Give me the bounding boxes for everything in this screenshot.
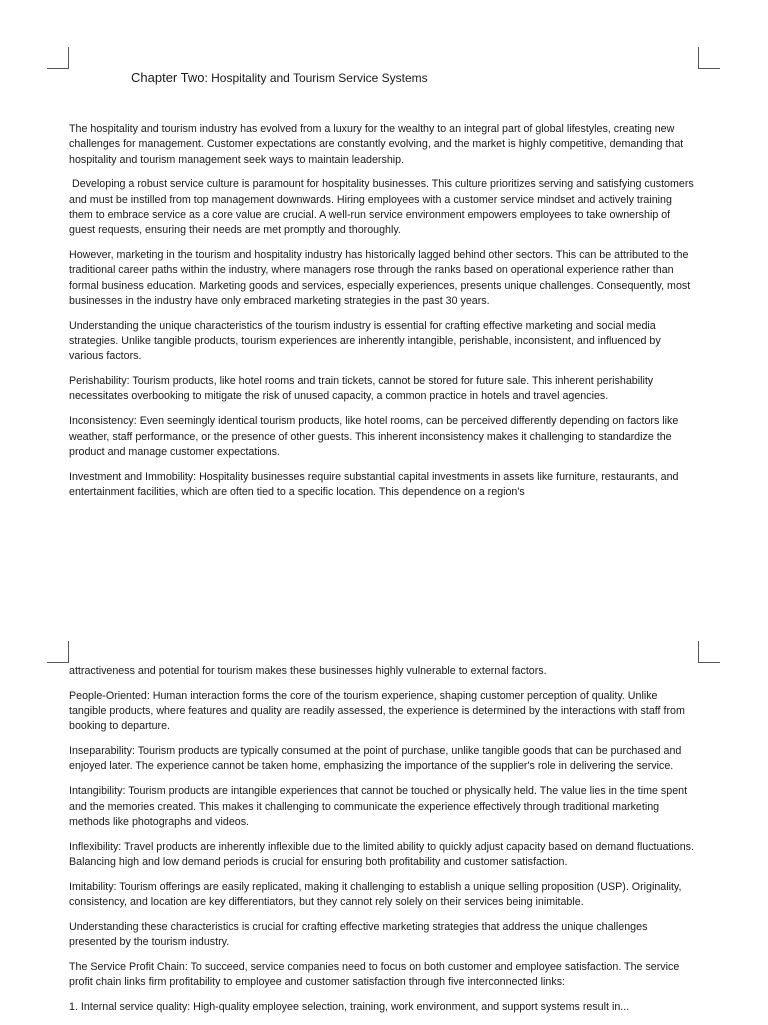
paragraph: Inflexibility: Travel products are inherently inflexible due to the limited ability to quickly adjust capacity based on demand fluctuations. Balancing high and low demand periods is crucial for ensuring both profitability and customer satisfaction. (69, 840, 694, 868)
document-page-2 (0, 662, 768, 1024)
paragraph: Inconsistency: Even seemingly identical tourism products, like hotel rooms, can be perceived differently depending on factors like weather, staff performance, or the presence of other guests. This inherent inconsistency makes it challenging to standardize the product and manage customer expectations. (69, 415, 679, 458)
crop-mark-top-left (47, 47, 69, 69)
paragraph: The Service Profit Chain: To succeed, service companies need to focus on both customer and employee satisfaction. The service profit chain links firm profitability to employee and customer satisfaction through five interconnected links: (69, 960, 680, 989)
chapter-heading (131, 70, 428, 85)
chapter-title: : Hospitality and Tourism Service Systems (204, 71, 428, 85)
paragraph: People-Oriented: Human interaction forms the core of the tourism experience, shaping customer perception of quality. Unlike tangible products, where features and quality are readily assessed, the experience is determined by the interactions with staff from booking to departure. (69, 689, 685, 733)
paragraph: Understanding these characteristics is crucial for crafting effective marketing strategies that address the unique challenges presented by the tourism industry. (69, 920, 648, 949)
crop-mark-top-right (698, 47, 720, 69)
paragraph: Perishability: Tourism products, like hotel rooms and train tickets, cannot be stored for future sale. This inherent perishability necessitates overbooking to mitigate the risk of unused capacity, a common practice in hotels and travel agencies. (69, 375, 654, 403)
crop-mark-top-right (698, 641, 720, 663)
paragraph: Intangibility: Tourism products are intangible experiences that cannot be touched or physically held. The value lies in the time spent and the memories created. This makes it challenging to communicate the experience effectively through traditional marketing methods like photographs and videos. (69, 785, 688, 828)
paragraph: The hospitality and tourism industry has evolved from a luxury for the wealthy to an integral part of global lifestyles, creating new challenges for management. Customer expectations are constantly evolving, and the market is highly competitive, demanding that hospitality and tourism management seek ways to maintain leadership. (69, 123, 684, 166)
paragraph: Developing a robust service culture is paramount for hospitality businesses. This culture prioritizes serving and satisfying customers and must be instilled from top management downwards. Hiring employees with a customer service mindset and actively training them to embrace service as a core value are crucial. A well-run service environment empowers employees to take ownership of guest requests, ensuring their needs are met promptly and thoroughly. (69, 178, 697, 237)
paragraph: Investment and Immobility: Hospitality businesses require substantial capital investments in assets like furniture, restaurants, and entertainment facilities, which are often tied to a specific location. This dependence on a region's (69, 470, 679, 498)
page-1-body (69, 122, 697, 510)
page-gap (0, 520, 768, 662)
paragraph: 1. Internal service quality: High-quality employee selection, training, work environment, and support systems result in... (69, 1001, 630, 1014)
crop-mark-top-left (47, 641, 69, 663)
paragraph: attractiveness and potential for tourism makes these businesses highly vulnerable to external factors. (69, 665, 547, 677)
paragraph: Understanding the unique characteristics of the tourism industry is essential for crafting effective marketing and social media strategies. Unlike tangible products, tourism experiences are inherently intangible, perishable, inconsistent, and influenced by various factors. (69, 319, 661, 363)
page-2-body (69, 664, 694, 1025)
paragraph: Inseparability: Tourism products are typically consumed at the point of purchase, unlike tangible goods that can be purchased and enjoyed later. The experience cannot be taken home, emphasizing the importance of the supplier's role in delivering the service. (69, 745, 682, 773)
paragraph: However, marketing in the tourism and hospitality industry has historically lagged behind other sectors. This can be attributed to the traditional career paths within the industry, where managers rose through the ranks based on operational experience rather than formal business education. Marketing goods and services, especially experiences, presents unique challenges. Consequently, most businesses in the industry have only embraced marketing strategies in the past 30 years. (69, 249, 691, 307)
paragraph: Imitability: Tourism offerings are easily replicated, making it challenging to establish a unique selling proposition (USP). Originality, consistency, and location are key differentiators, but they cannot rely solely on their services being inimitable. (69, 880, 682, 909)
chapter-label: Chapter Two (131, 70, 205, 85)
